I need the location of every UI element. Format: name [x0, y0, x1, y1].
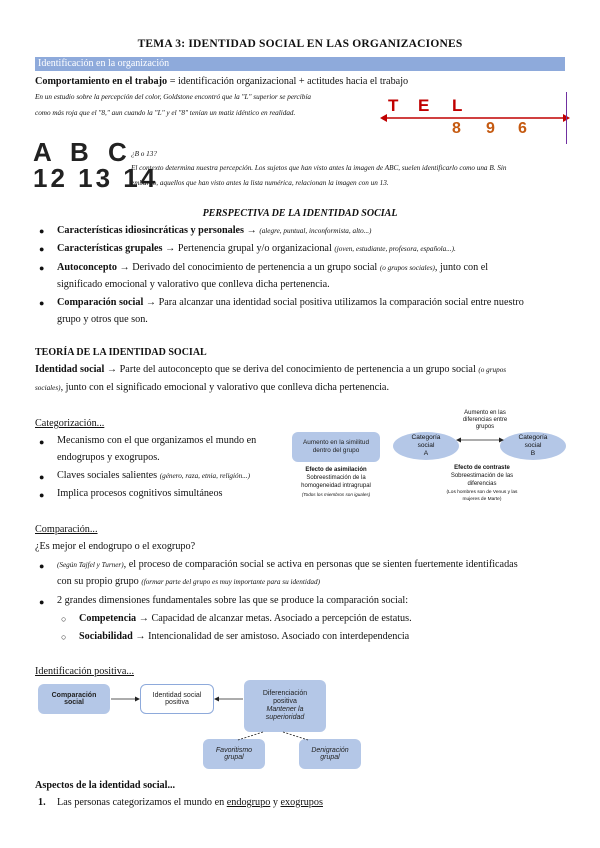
sub-text: → Intencionalidad de ser amistoso. Asociado con interdependencia	[132, 631, 410, 642]
item-small: (género, raza, etnia, religión...)	[159, 472, 250, 480]
box5-line-1: Denigración	[311, 747, 349, 754]
arrow: →	[162, 243, 178, 254]
item-small: (joven, estudiante, profesora, española...).	[334, 245, 456, 253]
perspectiva-title: PERSPECTIVA DE LA IDENTIDAD SOCIAL	[202, 208, 398, 219]
arrow: →	[117, 262, 133, 273]
categoria-b-line-1: Categoría	[518, 434, 548, 441]
teoria-small: (o grupos	[478, 366, 507, 374]
categorizacion-heading: Categorización...	[35, 418, 105, 429]
item-bold: Comparación social	[57, 297, 144, 308]
letter-l: L	[452, 96, 463, 115]
tel-figure	[380, 92, 570, 144]
item-text-2: , junto con el	[434, 262, 489, 273]
double-arrow-icon	[456, 435, 504, 445]
categoria-a-line-1: Categoría	[411, 434, 441, 441]
item-text: , el proceso de comparación social se activa en personas que se sienten fuertemente identificadas	[123, 559, 518, 570]
bullet-dot: ●	[39, 597, 45, 607]
item-text: Las personas categorizamos el mundo en	[57, 797, 227, 808]
page-title: TEMA 3: IDENTIDAD SOCIAL EN LAS ORGANIZACIONES	[137, 38, 463, 50]
number-9: 9	[486, 120, 495, 137]
comportamiento-line	[35, 76, 408, 87]
categoria-b-line-3: B	[530, 450, 536, 457]
perspectiva-item-2	[57, 243, 456, 254]
comparacion-social-box	[38, 684, 110, 714]
arrow: →	[244, 225, 260, 236]
teoria-line-1	[35, 364, 506, 375]
teoria-text: Parte del autoconcepto que se deriva del conocimiento de pertenencia a un grupo social	[119, 364, 479, 375]
section-bar: Identificación en la organización	[35, 57, 565, 71]
conjunction: y	[270, 797, 281, 808]
comportamiento-rest: = identificación organizacional + actitudes hacia el trabajo	[167, 76, 409, 87]
categorizacion-item-3: Implica procesos cognitivos simultáneos	[57, 488, 223, 499]
item-text: Pertenencia grupal y/o organizacional	[177, 243, 335, 254]
box3-line-3: Mantener la	[266, 706, 304, 713]
perspectiva-item-3-line-2: significado emocional y valorativo que conlleva dicha pertenencia.	[57, 279, 330, 290]
numbers-row: 12 13 14	[33, 163, 159, 193]
sociabilidad-line	[79, 631, 409, 642]
bullet-dot: ●	[39, 263, 45, 273]
aumento-line-3: grupos	[475, 424, 495, 430]
double-arrow-icon	[380, 112, 570, 124]
box2-line-1: Identidad social	[152, 692, 202, 699]
bullet-dot: ●	[39, 244, 45, 254]
contraste-line-4: mujeres de Marte)	[462, 497, 502, 502]
arrow: →	[104, 364, 120, 375]
aumento-line-2: diferencias entre	[462, 417, 508, 423]
bullet-dot: ●	[39, 437, 45, 447]
perspectiva-item-1	[57, 225, 371, 236]
contraste-line-3: (Los hombres son de Venus y las	[446, 490, 518, 495]
bullet-dot: ●	[39, 490, 45, 500]
endogrupo-text: endogrupo	[226, 797, 271, 808]
number-6: 6	[518, 120, 527, 137]
figure-border	[566, 92, 567, 144]
item-small: (alegre, puntual, inconformista, alto...)	[259, 227, 372, 235]
item-small: (o grupos sociales)	[379, 264, 435, 272]
box3-line-2: positiva	[273, 698, 297, 705]
aspectos-heading: Aspectos de la identidad social...	[35, 780, 176, 791]
letter-e: E	[418, 96, 430, 115]
comparacion-heading: Comparación...	[35, 524, 98, 535]
similitud-box: Aumento en la similitud dentro del grupo	[292, 432, 380, 462]
box1-line-2: social	[64, 699, 84, 706]
item-bold: Autoconcepto	[57, 262, 117, 273]
box4-line-1: Favoritismo	[215, 747, 253, 754]
b-o-13: ¿B o 13?	[131, 150, 157, 158]
flow-arrows-icon	[108, 680, 368, 742]
aspectos-number: 1.	[38, 797, 46, 808]
letter-t: T	[388, 96, 399, 115]
estudio-line-2: como más roja que el "8," aun cuando la "L" y el "8" tenían un matiz idéntico en realidad.	[35, 109, 296, 117]
box3-line-4: superioridad	[265, 714, 305, 721]
item-small: (Según Tajfel y Turner)	[57, 561, 124, 569]
sub-bold: Competencia	[79, 613, 137, 624]
asimilacion-line-2: homogeneidad intragrupal	[301, 483, 371, 489]
box4-line-2: grupal	[224, 754, 244, 761]
asimilacion-title: Efecto de asimilación	[305, 467, 367, 473]
bullet-dot: ●	[39, 298, 45, 308]
categorizacion-item-1-line-2: endogrupos y exogrupos.	[57, 452, 160, 463]
perspectiva-item-3	[57, 262, 488, 273]
competencia-line	[79, 613, 412, 624]
contexto-line-2: embargo, aquellos que han visto antes la lista numérica, relacionan la imagen con un 13.	[131, 179, 389, 187]
sub-text: → Capacidad de alcanzar metas. Asociado a percepción de estatus.	[136, 613, 412, 624]
item-text: Claves sociales salientes	[57, 470, 160, 481]
teoria-bold: Identidad social	[35, 364, 105, 375]
item-small-2: (formar parte del grupo es muy importante para su identidad)	[141, 578, 321, 586]
perspectiva-item-4-line-2: grupo y otros que son.	[57, 314, 148, 325]
contraste-line-1: Sobreestimación de las	[450, 473, 514, 479]
bullet-dot: ●	[39, 561, 45, 571]
contraste-line-2: diferencias	[467, 481, 497, 487]
circle-bullet: ○	[61, 614, 67, 624]
teoria-line-2	[35, 382, 389, 393]
teoria-title: TEORÍA DE LA IDENTIDAD SOCIAL	[35, 347, 207, 358]
categoria-b-line-2: social	[524, 442, 542, 449]
contexto-line-1: El contexto determina nuestra percepción. Los sujetos que han visto antes la imagen de ABC, suelen identificarlo como una B. Sin	[131, 164, 507, 172]
item-text: Derivado del conocimiento de pertenencia a un grupo social	[132, 262, 380, 273]
number-8: 8	[452, 120, 461, 137]
categoria-a-line-2: social	[417, 442, 435, 449]
item-text: Para alcanzar una identidad social positiva utilizamos la comparación social entre nuestro	[158, 297, 524, 308]
categoria-b-ellipse	[500, 432, 566, 460]
item-bold: Características grupales	[57, 243, 163, 254]
bullet-dot: ●	[39, 472, 45, 482]
asimilacion-line-1: Sobreestimación de la	[306, 475, 366, 481]
box3-line-1: Diferenciación	[262, 690, 308, 697]
comparacion-item-1-line-2	[57, 576, 320, 587]
contraste-title: Efecto de contraste	[454, 465, 510, 471]
comparacion-item-1	[57, 559, 518, 570]
asimilacion-line-3: (Todos los miembros son iguales)	[301, 492, 371, 497]
sub-bold: Sociabilidad	[79, 631, 133, 642]
categorizacion-item-2	[57, 470, 250, 481]
teoria-small-2: sociales)	[35, 384, 61, 392]
box2-line-2: positiva	[165, 699, 189, 706]
perspectiva-item-4	[57, 297, 524, 308]
box5-line-2: grupal	[320, 754, 340, 761]
identificacion-heading: Identificación positiva...	[35, 666, 135, 677]
box1-line-1: Comparación	[51, 692, 97, 699]
item-bold: Características idiosincráticas y personales	[57, 225, 245, 236]
favoritismo-box	[203, 739, 265, 769]
denigracion-box	[299, 739, 361, 769]
item-line2: con su propio grupo	[57, 576, 142, 587]
aumento-line-1: Aumento en las	[464, 410, 506, 416]
arrow: →	[143, 297, 159, 308]
exogrupos-text: exogrupos	[280, 797, 323, 808]
estudio-line-1: En un estudio sobre la percepción del color, Goldstone encontró que la "L" superior se percibía	[35, 93, 311, 101]
comparacion-question: ¿Es mejor el endogrupo o el exogrupo?	[35, 541, 196, 552]
abc-row: A B C	[33, 137, 133, 167]
circle-bullet: ○	[61, 632, 67, 642]
categoria-a-ellipse	[393, 432, 459, 460]
aspectos-item-1	[57, 797, 323, 808]
categorizacion-item-1: Mecanismo con el que organizamos el mundo en	[57, 435, 257, 446]
comparacion-item-2: 2 grandes dimensiones fundamentales sobre las que se produce la comparación social:	[57, 595, 409, 606]
categoria-a-line-3: A	[423, 450, 429, 457]
teoria-line2-text: , junto con el significado emocional y valorativo que conlleva dicha pertenencia.	[60, 382, 389, 393]
bullet-dot: ●	[39, 226, 45, 236]
comportamiento-bold: Comportamiento en el trabajo	[35, 76, 168, 87]
